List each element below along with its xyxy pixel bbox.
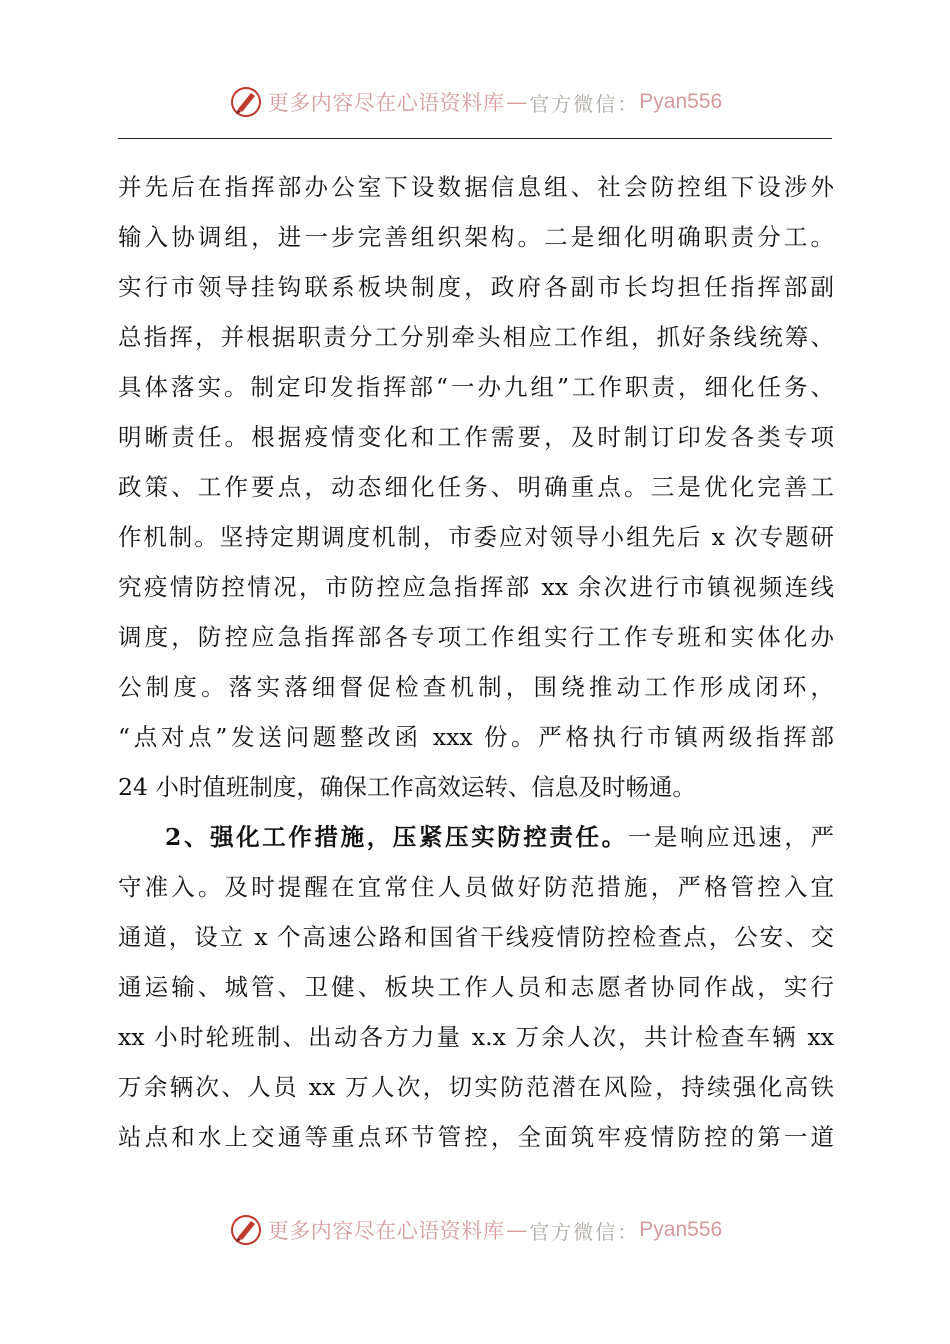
body-line: 万余辆次、人员 xx 万人次，切实防范潜在风险，持续强化高铁 xyxy=(118,1073,834,1101)
header-separator: — xyxy=(506,90,528,114)
section-2-heading: 2、强化工作措施，压紧压实防控责任。 xyxy=(165,823,628,851)
header-wechat-label: 官方微信： xyxy=(529,91,640,116)
body-line: 公制度。落实落细督促检查机制，围绕推动工作形成闭环， xyxy=(118,673,834,701)
header-wechat-id: Pyan556 xyxy=(639,90,723,113)
body-line: 究疫情防控情况，市防控应急指挥部 xx 余次进行市镇视频连线 xyxy=(118,573,834,601)
body-line: 24 小时值班制度，确保工作高效运转、信息及时畅通。 xyxy=(118,773,696,801)
body-line: 作机制。坚持定期调度机制，市委应对领导小组先后 x 次专题研 xyxy=(118,523,834,551)
pen-logo-icon xyxy=(228,84,264,120)
body-line: 明晰责任。根据疫情变化和工作需要，及时制订印发各类专项 xyxy=(118,423,834,451)
footer-brand: 更多内容尽在心语资料库 xyxy=(267,1219,505,1243)
body-line: 通运输、城管、卫健、板块工作人员和志愿者协同作战，实行 xyxy=(118,973,834,1001)
pen-logo-icon xyxy=(228,1212,264,1248)
footer-wechat-id: Pyan556 xyxy=(639,1218,723,1241)
body-line: 并先后在指挥部办公室下设数据信息组、社会防控组下设涉外 xyxy=(118,173,834,201)
document-body xyxy=(118,162,834,1162)
body-line: 站点和水上交通等重点环节管控，全面筑牢疫情防控的第一道 xyxy=(118,1123,834,1151)
footer-wechat-label: 官方微信： xyxy=(529,1219,640,1244)
footer-separator: — xyxy=(506,1218,528,1242)
body-line: 具体落实。制定印发指挥部“一办九组”工作职责，细化任务、 xyxy=(118,373,834,401)
body-line: 守准入。及时提醒在宜常住人员做好防范措施，严格管控入宜 xyxy=(118,873,834,901)
body-line: 通道，设立 x 个高速公路和国省干线疫情防控检查点，公安、交 xyxy=(118,923,834,951)
header-brand: 更多内容尽在心语资料库 xyxy=(267,91,505,115)
header-divider xyxy=(118,138,832,139)
body-line: 调度，防控应急指挥部各专项工作组实行工作专班和实体化办 xyxy=(118,623,834,651)
body-line: 政策、工作要点，动态细化任务、明确重点。三是优化完善工 xyxy=(118,473,834,501)
body-line: “点对点”发送问题整改函 xxx 份。严格执行市镇两级指挥部 xyxy=(118,723,834,751)
body-line: xx 小时轮班制、出动各方力量 x.x 万余人次，共计检查车辆 xx xyxy=(118,1023,834,1051)
body-line: 实行市领导挂钩联系板块制度，政府各副市长均担任指挥部副 xyxy=(118,273,834,301)
page-footer xyxy=(0,1210,950,1250)
body-line: 总指挥，并根据职责分工分别牵头相应工作组，抓好条线统筹、 xyxy=(118,323,834,351)
section-2-heading-rest: 一是响应迅速，严 xyxy=(627,823,835,851)
body-line: 输入协调组，进一步完善组织架构。二是细化明确职责分工。 xyxy=(118,223,834,251)
page-header xyxy=(0,82,950,122)
section-2-heading-line xyxy=(118,812,834,862)
